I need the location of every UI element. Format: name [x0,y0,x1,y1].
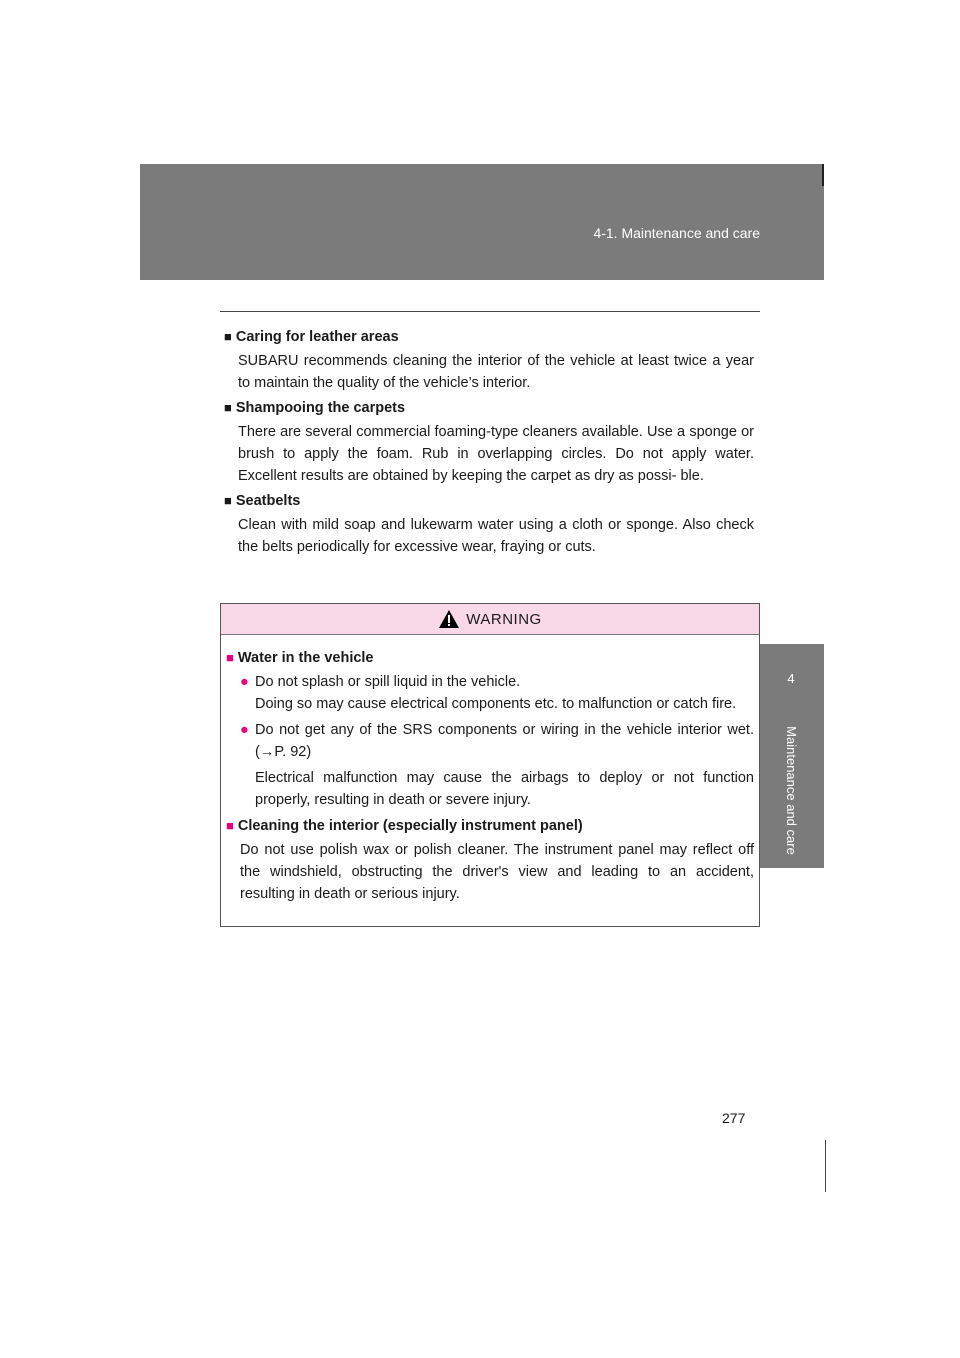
section-heading: Shampooing the carpets [235,400,406,416]
square-bullet-icon: ■ [226,650,234,665]
warning-bullet-cont: Electrical malfunction may cause the airbags to deploy or not function properly, resulting in death or severe injury. [255,770,754,808]
page-number: 277 [722,1110,746,1126]
warning-body [221,635,759,905]
section-heading: Seatbelts [235,493,301,509]
circle-bullet-icon: ● [240,722,249,738]
section-body: Clean with mild soap and lukewarm water using a cloth or sponge. Also check the belts periodically for excessive wear, fraying or cuts. [238,517,754,555]
section-body: There are several commercial foaming-type cleaners available. Use a sponge or brush to apply the foam. Rub in overlapping circles. Do not apply water. Excellent results are obtained by keeping the carpet as dry as possi- ble. [238,424,754,484]
chapter-number-tab: 4 [758,644,824,712]
bottom-tick [825,1140,826,1192]
warning-box [220,603,760,927]
square-bullet-icon: ■ [224,493,232,508]
section-heading: Caring for leather areas [235,329,399,345]
header-tick [822,164,824,186]
section-carpets [224,397,754,487]
square-bullet-icon: ■ [224,400,232,415]
header-band [140,164,824,280]
warning-cleaning-body: Do not use polish wax or polish cleaner. The instrument panel may reflect off the windshield, obstructing the driver's view and leading to an accident, resulting in death or serious injury. [240,842,754,902]
main-content [224,326,754,561]
warning-bullet: ● Do not get any of the SRS components or wiring in the vehicle interior wet. (→P. 92) [240,719,754,763]
warning-heading-water: Water in the vehicle [237,650,374,666]
section-leather [224,326,754,394]
warning-label: WARNING [466,610,542,628]
warning-bullet-cont: Doing so may cause electrical components etc. to malfunction or catch fire. [255,696,737,712]
section-title: 4-1. Maintenance and care [593,225,760,241]
section-body: SUBARU recommends cleaning the interior of the vehicle at least twice a year to maintain the quality of the vehicle’s interior. [238,353,754,391]
warning-triangle-icon [438,609,460,629]
square-bullet-icon: ■ [224,329,232,344]
warning-heading-cleaning: Cleaning the interior (especially instrument panel) [237,818,583,834]
chapter-label-text: Maintenance and care [783,725,799,855]
warning-header [221,604,759,635]
warning-bullet: ● Do not splash or spill liquid in the vehicle. [240,671,754,693]
top-rule [220,311,760,312]
square-bullet-icon: ■ [226,818,234,833]
chapter-label [771,712,811,868]
section-seatbelts [224,490,754,558]
circle-bullet-icon: ● [240,674,249,690]
